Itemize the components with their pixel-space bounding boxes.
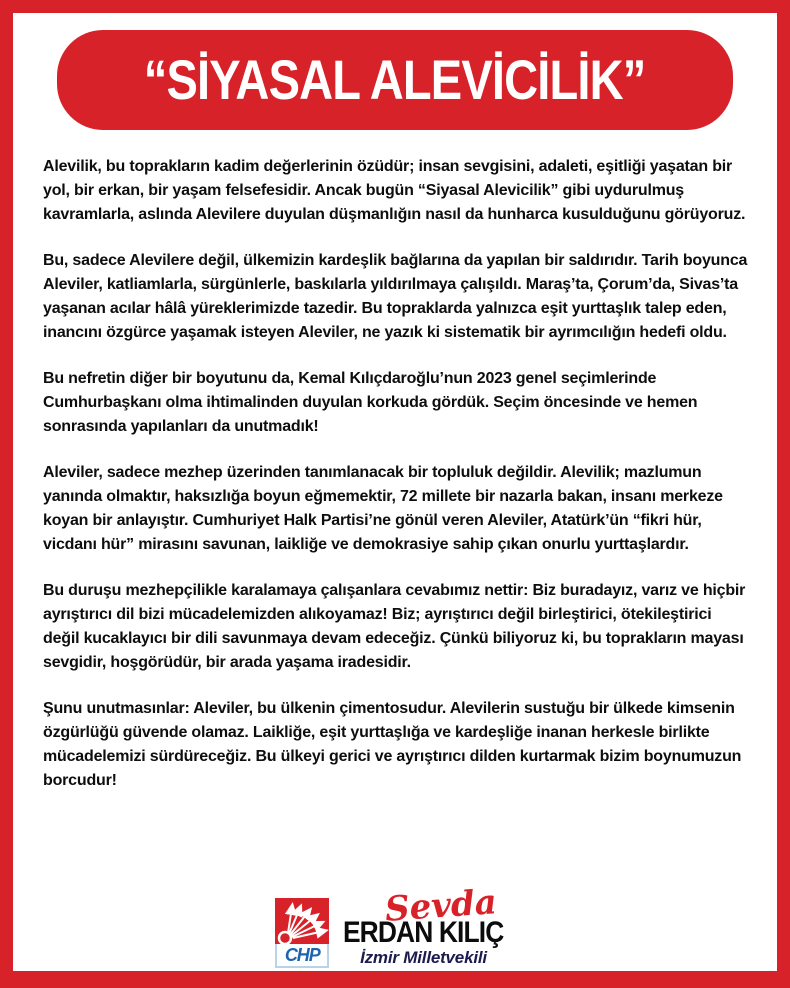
signature-block [13, 882, 777, 971]
signature-first-name: Sevda [383, 882, 498, 930]
chp-logo [275, 898, 329, 968]
page-title: “SİYASAL ALEVİCİLİK” [144, 48, 646, 111]
signature-last-name: ERDAN KILIÇ [343, 915, 504, 949]
statement-paragraph-6: Şunu unutmasınlar: Aleviler, bu ülkenin çimentosudur. Alevilerin sustuğu bir ülkede kimsenin özgürlüğü güvende olamaz. Laikliğe, eşit yurttaşlığa ve kardeşliğe inanan herkesle birlikte mücadelemizi sürdüreceğiz. Bu ülkeyi gerici ve ayrıştırıcı dilden kurtarmak bizim boynumuzun borcudur! [43, 700, 742, 789]
statement-paragraph-2: Bu, sadece Alevilere değil, ülkemizin kardeşlik bağlarına da yapılan bir saldırıdır. Tarih boyunca Aleviler, katliamlarla, sürgünlerle, baskılarla yıldırılmaya çalışıldı. Maraş’ta, Çorum’da, Sivas’ta yaşanan acılar hâlâ yüreklerimizde tazedir. Bu topraklarda yalnızca eşit yurttaşlık talep eden, inancını özgürce yaşamak isteyen Aleviler, ne yazık ki sistematik bir ayrımcılığın hedefi oldu. [43, 252, 748, 341]
title-banner [57, 30, 733, 130]
chp-logo-text: CHP [275, 944, 329, 968]
statement-body [13, 130, 777, 793]
chp-six-arrows-icon [275, 898, 329, 944]
statement-paragraph-5: Bu duruşu mezhepçilikle karalamaya çalışanlara cevabımız nettir: Biz buradayız, varız ve hiçbir ayrıştırıcı dil bizi mücadelemizden alıkoyamaz! Biz; ayrıştırıcı değil birleştirici, ötekileştirici değil kucaklayıcı bir dili savunmaya devam edeceğiz. Çünkü biliyoruz ki, bu toprakların mayası sevgidir, hoşgörüdür, bir arada yaşama iradesidir. [43, 582, 746, 671]
statement-paragraph-1: Alevilik, bu toprakların kadim değerlerinin özüdür; insan sevgisini, adaleti, eşitliği yaşatan bir yol, bir erkan, bir yaşam felsefesidir. Ancak bugün “Siyasal Alevicilik” gibi uydurulmuş kavramlarla, aslında Alevilere duyulan düşmanlığın nasıl da hunharca kusulduğunu görüyoruz. [43, 158, 746, 223]
statement-paragraph-3: Bu nefretin diğer bir boyutunu da, Kemal Kılıçdaroğlu’nun 2023 genel seçimlerinde Cumhurbaşkanı olma ihtimalinden duyulan korkuda gördük. Seçim öncesinde ve hemen sonrasında yapılanları da unutmadık! [43, 370, 698, 435]
signature-role: İzmir Milletvekili [360, 948, 487, 968]
statement-paragraph-4: Aleviler, sadece mezhep üzerinden tanımlanacak bir topluluk değildir. Alevilik; mazlumun yanında olmaktır, haksızlığa boyun eğmemektir, 72 millete bir nazarla bakan, insanı merkeze koyan bir anlayıştır. Cumhuriyet Halk Partisi’ne gönül veren Aleviler, Atatürk’ün “fikri hür, vicdanı hür” mirasını savunan, laikliğe ve demokrasiye sahip çıkan onurlu yurttaşlardır. [43, 464, 723, 553]
signatory-name-block [332, 882, 514, 968]
